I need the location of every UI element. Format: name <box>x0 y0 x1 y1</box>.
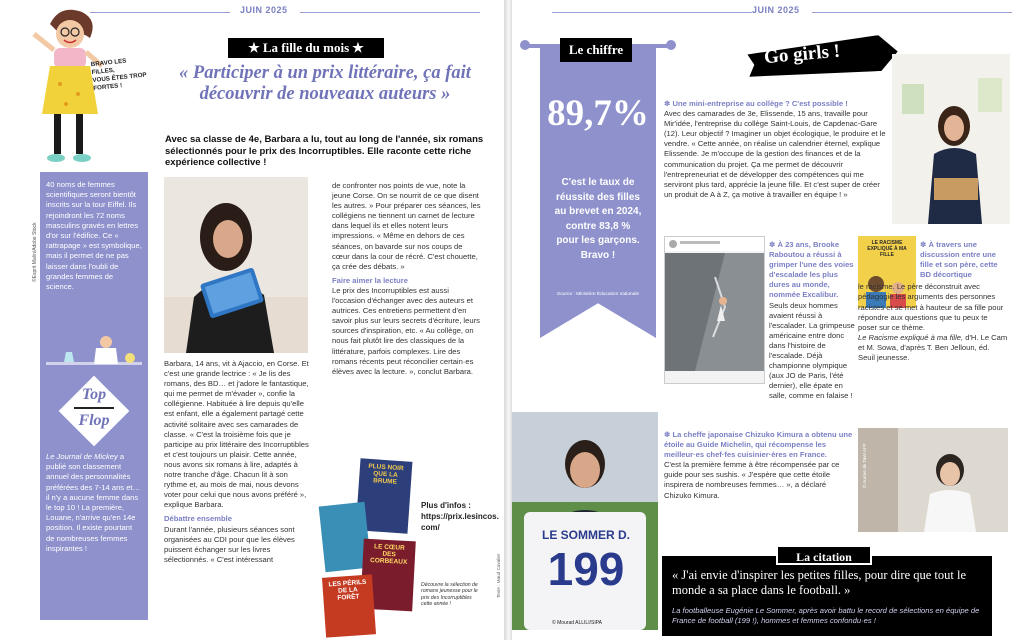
chiffre-source: Source : Ministère Éducation nationale <box>556 292 640 297</box>
section-label: La fille du mois <box>262 40 350 55</box>
section-banner: ★ La fille du mois ★ <box>228 38 384 58</box>
climbing-post-image <box>664 236 765 384</box>
news-head: À 23 ans, Brooke Raboutou a réussi à grimper l'une des voies d'escalade les plus dures au monde, nommée Excalibur. <box>769 240 854 300</box>
book-cover: PLUS NOIR QUE LA BRUME <box>356 458 413 533</box>
news-item-chef: ✽ La cheffe japonaise Chizuko Kimura a obtenu une étoile au Guide Michelin, qui récompense les meilleur·es chef·fes cuisinier·ères en France. C'est la première femme à être récompensée par ce guide pour ses sushis. « J'espère que cette étoile inspirera de nombreuses femmes… », a déclaré Chizuko Kimura. <box>664 430 853 500</box>
eiffel-note: 40 noms de femmes scientifiques seront bientôt inscrits sur la tour Eiffel. Ils rejoindront les 72 noms masculins gravés en lettres d'or sur l'édifice. Ce « rattrapage » est symbolique, mais il permet de ne pas laisser dans l'oubli de grandes femmes de science. <box>46 180 142 292</box>
news-item-minientreprise: ✽ Une mini-entreprise au collège ? C'est possible ! Avec des camarades de 3e, Elissende, 15 ans, travaille pour Mir'idée, l'entreprise du collège Saint-Louis, de Capdenac-Gare (12). Leur objectif ? Imaginer un objet écologique, le produire et le vendre. « Cette année, on réalise un calendrier éternel, explique Elissende. Je m'occupe de la gestion des finances et de la communication du projet. Ça me permet de découvrir l'entrepreneuriat et de développer des compétences qui me serviront plus tard, apprécie la jeune fille. Et c'est super de créer un produit de A à Z, ça motive à travailler en équipe ! » <box>664 99 890 200</box>
news-item-bd: ✽ À travers une discussion entre une fille et son père, cette BD décortique le racisme. Le père déconstruit avec pédagogie les arguments des personnes racistes et se met à hauteur de sa fille pour répondre aux questions que tu peux te poser sur ce thème. Le Racisme expliqué à ma fille, d'H. Le Cam et M. Sowa, d'après T. Ben Jelloun, éd. Seuil jeunesse. <box>858 240 1008 363</box>
news-head: La cheffe japonaise Chizuko Kimura a obtenu une étoile au Guide Michelin, qui récompense les meilleur·es chef·fes cuisinier·ères en France. <box>664 430 853 460</box>
bd-book-title: Le Racisme expliqué à ma fille, <box>858 332 964 342</box>
scientist-illustration <box>46 332 142 372</box>
page-date: JUIN 2025 <box>240 5 288 15</box>
book-cover: LE CŒUR DES CORBEAUX <box>360 539 416 612</box>
bravo-speech-bubble: BRAVO LES FILLES, VOUS ÊTES TROP FORTES ! <box>90 57 147 93</box>
text-credit: Texte : Maud Cavalier <box>496 553 501 598</box>
page-date: JUIN 2025 <box>752 5 800 15</box>
header-rule <box>300 12 480 13</box>
right-page <box>512 0 1030 640</box>
gogirls-title: Go girls ! <box>763 40 841 69</box>
chiffre-text: C'est le taux de réussite des filles au brevet en 2024, contre 83,8 % pour les garçons. Bravo ! <box>554 177 642 261</box>
header-rule <box>552 12 752 13</box>
info-label: Plus d'infos : <box>421 501 471 510</box>
chef-credit: © Aurore de Tinel AFP <box>862 443 867 488</box>
subheading-debattre: Débattre ensemble <box>164 514 232 524</box>
column-two-continued: Le prix des Incorruptibles est aussi l'occasion d'échanger avec des auteurs et autrices. Ces entretiens permettent d'en savoir plus sur leurs secrets d'écriture, leurs sources d'inspiration, etc. « Au collège, on nous fait plutôt lire des classiques de la littérature, parfois complexes. Lire des romans récents peut réconcilier certain·es élèves avec la lecture. », conclut Barbara. <box>332 285 480 376</box>
column-one-continued: Durant l'année, plusieurs séances sont organisées au CDI pour que les élèves puissent échanger sur les livres sélectionnés. « C'est intéressant <box>164 524 295 564</box>
column-one-text: Barbara, 14 ans, vit à Ajaccio, en Corse. Et c'est une grande lectrice : « Je lis des romans, des BD… et j'adore le fantastique, qui me permet de m'évader », confie la collégienne. Habituée à lire depuis qu'elle est enfant, elle a également partagé cette activité solitaire avec ses camarades de classe. « C'est la troisième fois que je participe au prix littéraire des Incorruptibles et c'est toujours un plaisir. Cette année, nous avons six romans à lire, adaptés à notre tranche d'âge. Chacun lit à son rythme et, au mois de mai, nous devons voter pour celui que nous avons préféré », explique Barbara. <box>164 359 309 510</box>
citation-quote: « J'ai envie d'inspirer les petites filles, pour dire que tout le monde a sa place dans le football. » <box>672 568 967 597</box>
top-label: Top <box>81 386 107 403</box>
left-sidebar <box>32 172 148 620</box>
article-title: « Participer à un prix littéraire, ça fait découvrir de nouveaux auteurs » <box>179 63 471 104</box>
left-page <box>0 0 505 640</box>
news-body: Avec des camarades de 3e, Elissende, 15 ans, travaille pour Mir'idée, l'entreprise du collège Saint-Louis, de Capdenac-Gare (12). Leur objectif ? Imaginer un objet écologique, le produire et le vendre. « Cette année, on réalise un calendrier éternel, explique Elissende. Je m'occupe de la gestion des finances et de la communication du projet. Ça me permet de découvrir l'entrepreneuriat et de développer des compétences qui me serviront plus tard, apprécie la jeune fille. Et c'est super de créer un produit de A à Z, ça motive à travailler en équipe ! » <box>664 109 886 199</box>
flop-label: Flop <box>78 412 110 429</box>
jersey-number: 199 <box>547 543 625 595</box>
citation-sub: La footballeuse Eugénie Le Sommer, après avoir battu le record de sélections en équipe de France de football (199 !), hommes et femmes confondu·es ! <box>672 606 980 625</box>
column-two <box>332 181 482 377</box>
mickey-title: Le Journal de Mickey <box>46 452 118 461</box>
news-body: Seuls deux hommes avaient réussi à l'escalader. La grimpeuse américaine entre donc dans l'histoire de l'escalade. Déjà championne olympique (aux JO de Paris, l'été dernier), elle épate en salle, comme en falaise ! <box>769 300 855 401</box>
photo-credit: © Mourad ALLILI/SIPA <box>552 620 603 626</box>
header-rule <box>812 12 1012 13</box>
news-head: Une mini-entreprise au collège ? C'est possible ! <box>672 99 848 108</box>
footballer-photo <box>512 412 658 630</box>
news-head: À travers une discussion entre une fille et son père, cette BD décortique <box>920 240 998 280</box>
elissende-photo <box>892 54 1010 224</box>
subheading-lecture: Faire aimer la lecture <box>332 275 408 285</box>
eiffel-credit: ©Esprit Malin/Adobe Stock <box>32 222 38 282</box>
chiffre-value: 89,7% <box>547 93 649 134</box>
news-item-climbing: ✽ À 23 ans, Brooke Raboutou a réussi à grimper l'une des voies d'escalade les plus dures au monde, nommée Excalibur. Seuls deux hommes avaient réussi à l'escalader. La grimpeuse américaine entre donc dans l'histoire de l'escalade. Déjà championne olympique (aux JO de Paris, l'été dernier), elle épate en salle, comme en falaise ! <box>769 240 855 401</box>
info-url[interactable]: https://prix.lesincos.com/ <box>421 512 499 532</box>
bd-cover-title: LE RACISME EXPLIQUÉ À MA FILLE <box>867 240 907 258</box>
news-body: le racisme. Le père déconstruit avec pédagogie les arguments des personnes racistes et se met à hauteur de sa fille pour répondre aux questions que tu peux te poser sur ce thème. <box>858 282 1004 332</box>
column-two-text: de confronter nos points de vue, note la jeune Corse. On se nourrit de ce que disent les autres. » Pour préparer ces séances, les collégiens ne tiennent un carnet de lecture dans lequel ils et elles notent leurs impressions. « Même en dehors de ces séances, on bavarde sur nos coups de cœur dans la cour de récré. C'est chouette, ça crée des débats. » <box>332 181 481 271</box>
books-caption: Découvre la sélection de romans jeunesse pour le prix des Incorruptibles cette année ! <box>421 582 478 607</box>
more-info <box>421 500 501 533</box>
mickey-note <box>46 452 142 554</box>
news-body: C'est la première femme à être récompensée par ce guide pour ses sushis. « J'espère que cette étoile inspirera de nombreuses femmes… », a déclaré Chizuko Kimura. <box>664 460 840 500</box>
header-rule <box>90 12 230 13</box>
article-intro: Avec sa classe de 4e, Barbara a lu, tout au long de l'année, six romans sélectionnés pour le prix des Incorruptibles. Elle raconte cette riche expérience collective ! <box>165 134 484 168</box>
chef-photo <box>858 428 1008 532</box>
bd-book-credits: d'H. Le Cam et M. Sowa, d'après T. Ben Jelloun, éd. Seuil jeunesse. <box>858 332 1008 363</box>
mickey-text: a publié son classement annuel des personnalités préférées des 7-14 ans et… il n'y a aucune femme dans le top 10 ! La première, Louane, n'arrive qu'en 14e position. Il existe pourtant de nombreuses femmes inspirantes ! <box>46 452 141 553</box>
jersey-name: LE SOMMER D. <box>541 528 630 542</box>
top-flop-badge <box>59 376 129 446</box>
page-gutter <box>505 0 512 640</box>
column-one <box>164 359 309 565</box>
book-cover: LES PÉRILS DE LA FORÊT <box>322 574 376 637</box>
chiffre-label: Le chiffre <box>560 38 632 62</box>
book-covers <box>322 460 417 640</box>
citation-label: La citation <box>776 545 872 565</box>
barbara-reading-photo <box>164 177 308 353</box>
